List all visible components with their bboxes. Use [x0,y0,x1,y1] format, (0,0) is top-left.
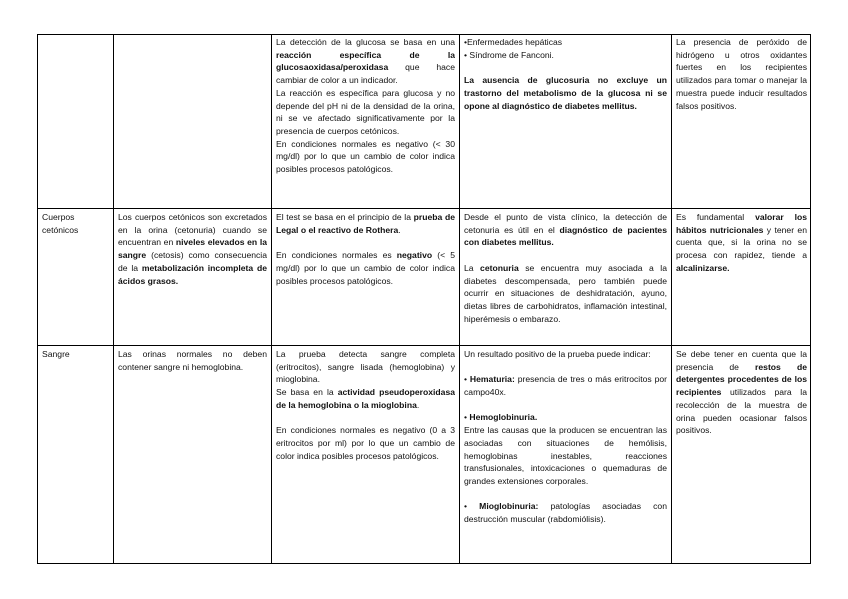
cell-paragraph [118,348,267,373]
column-divider [459,34,460,564]
text-run: . [398,224,401,235]
bold-text: restos de detergentes procedentes de los recipientes [676,361,807,398]
text-run: •Enfermedades hepáticas [464,37,563,47]
cell-paragraph [676,36,807,112]
cell-test [42,36,109,206]
bold-text: Hemoglobinuria. [469,412,538,423]
text-run: patologías asociadas con destrucción muscular (rabdomiólisis). [464,501,667,525]
text-run: La presencia de peróxido de hidrógeno u otros oxidantes fuertes en los recipientes utilizados para tomar o manejar la muestra puede inducir resultados falsos positivos. [676,37,807,111]
text-run: utilizados para la recolección de la muestra de orina pueden ocasionar falsos positivos. [676,387,807,436]
text-run: En condiciones normales es negativo (< 30 mg/dl) por lo que un cambio de color indica posibles procesos patológicos. [276,138,455,175]
paragraph-gap [276,412,455,425]
text-run: La [464,262,481,273]
text-run: En condiciones normales es [276,250,397,261]
text-run: Se debe tener en cuenta que la presencia de [676,349,807,372]
text-run: Entre las causas que la producen se encuentran las asociadas con situaciones de hemólisis, hemoglobinas inestables, reacciones transfusionales, intoxicaciones o quemaduras de grandes extensiones corporales. [464,425,667,486]
text-run: Se basa en la [276,387,338,398]
text-run: Las orinas normales no deben contener sangre ni hemoglobina. [118,349,267,372]
text-run: (< 5 mg/dl) por lo que un cambio de color indica posibles procesos patológicos. [276,250,455,286]
cell-notes [676,211,807,343]
cell-test [42,348,109,561]
cell-paragraph [118,211,267,287]
row-divider [37,345,811,346]
bold-text: niveles elevados en la sangre [118,237,267,261]
cell-paragraph [464,211,667,249]
cell-notes [676,348,807,561]
cell-paragraph [676,348,807,437]
cell-paragraph [464,348,667,361]
bold-text: diagnóstico de pacientes con diabetes mellitus. [464,224,667,248]
cell-interpretation [464,211,667,343]
column-divider [113,34,114,564]
text-run: Es fundamental [676,212,756,222]
cell-paragraph [42,211,109,236]
text-run: Los cuerpos cetónicos son excretados en la orina (cetonuria) cuando se encuentran en [118,212,267,248]
text-run: • Síndrome de Fanconi. [464,49,554,60]
cell-normal [118,211,267,343]
cell-paragraph [464,262,667,326]
text-run: • [464,501,480,512]
bold-text: prueba de Legal o el reactivo de Rothera [276,212,455,235]
cell-paragraph [464,424,667,488]
column-divider [271,34,272,564]
bold-text: Mioglobinuria: [479,501,539,512]
bold-text: reacción específica de la glucosaoxidasa/peroxidasa [276,49,455,73]
table-border-top [37,34,811,35]
cell-paragraph [276,424,455,462]
bold-text: La ausencia de glucosuria no excluye un trastorno del metabolismo de la glucosa ni se opone al diagnóstico de diabetes mellitus. [464,75,667,111]
bold-text: metabolización incompleta de ácidos grasos. [118,262,267,286]
text-run: Cuerpos cetónicos [42,212,79,235]
text-run: • [464,412,470,423]
cell-paragraph [464,411,667,424]
cell-normal [118,36,267,206]
cell-paragraph [464,36,667,49]
text-run: La reacción es específica para glucosa y no depende del pH ni de la densidad de la orina, ni se ve afectado significativamente por la presencia de cuerpos cetónicos. [276,87,455,136]
cell-paragraph [276,211,455,236]
cell-paragraph [276,36,455,87]
text-run: • [464,374,470,385]
text-run: El test se basa en el principio de la [276,212,414,222]
cell-paragraph [276,87,455,138]
cell-normal [118,348,267,561]
paragraph-gap [464,61,667,74]
text-run: (cetosis) como consecuencia de la [118,250,267,273]
text-run: Desde el punto de vista clínico, la detección de cetonuria es útil en el [464,212,667,235]
text-run: y tener en cuenta que, si la orina no se procesa con rapidez, tiende a [676,224,807,261]
cell-paragraph [276,249,455,287]
table-border-left [37,34,38,564]
bold-text: valorar los hábitos nutricionales [676,212,807,235]
cell-notes [676,36,807,206]
cell-principle [276,36,455,206]
cell-paragraph [276,386,455,411]
table-border-right [810,34,811,564]
bold-text: actividad pseudoperoxidasa de la hemoglobina o la mioglobina [276,387,455,410]
text-run: Sangre [42,349,70,359]
text-run: . [416,399,420,410]
text-run: La detección de la glucosa se basa en una [276,37,455,47]
cell-paragraph [676,211,807,275]
bold-text: Hematuria: [469,374,515,385]
bold-text: cetonuria [480,262,519,273]
paragraph-gap [464,249,667,262]
cell-paragraph [42,348,109,361]
paragraph-gap [464,399,667,412]
column-divider [671,34,672,564]
cell-paragraph [464,373,667,398]
cell-paragraph [276,138,455,176]
text-run: Un resultado positivo de la prueba puede indicar: [464,349,651,359]
text-run: presencia de tres o más eritrocitos por campo40x. [464,374,667,398]
row-divider [37,208,811,209]
cell-paragraph [464,49,667,62]
paragraph-gap [464,361,667,374]
text-run: se encuentra muy asociada a la diabetes descompensada, pero también puede ocurrir en situaciones de deshidratación, ayuno, dietas libres de carbohidratos, inflamación intestinal, hiperémesis o embarazo. [464,262,667,324]
cell-paragraph [464,500,667,525]
text-run: La prueba detecta sangre completa (eritrocitos), sangre lisada (hemoglobina) y mioglobina. [276,349,455,385]
cell-paragraph [464,74,667,112]
cell-test [42,211,109,343]
table-border-bottom [37,563,811,564]
cell-principle [276,211,455,343]
urinalysis-table [37,34,811,564]
bold-text: negativo [396,250,433,261]
bold-text: alcalinizarse. [676,262,730,273]
text-run: En condiciones normales es negativo (0 a 3 eritrocitos por ml) por lo que un cambio de color indica posibles procesos patológicos. [276,425,455,461]
cell-interpretation [464,36,667,206]
paragraph-gap [276,236,455,249]
cell-principle [276,348,455,561]
text-run: que hace cambiar de color a un indicador. [276,62,455,86]
paragraph-gap [464,488,667,501]
cell-interpretation [464,348,667,561]
cell-paragraph [276,348,455,386]
